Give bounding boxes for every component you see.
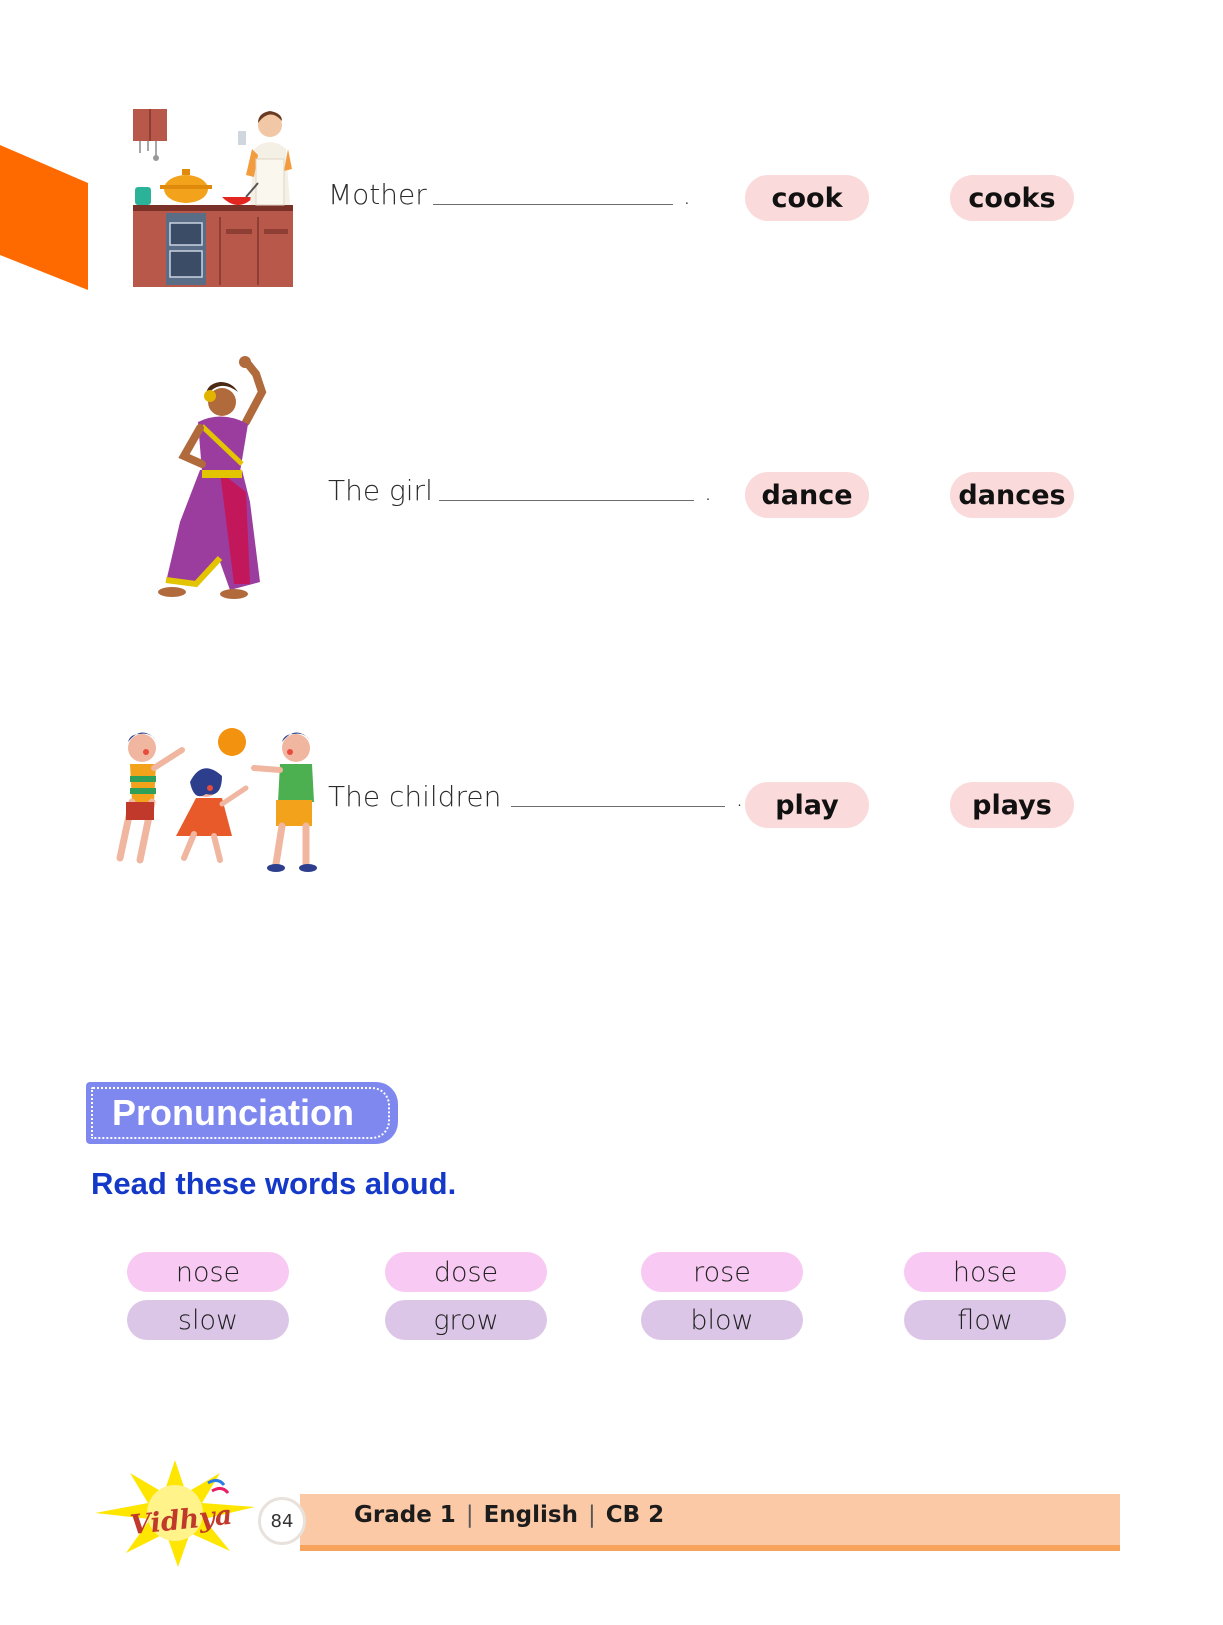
exercise-2-blank[interactable] — [439, 500, 694, 501]
word-pill: nose — [127, 1252, 289, 1292]
exercise-3-choice-a[interactable]: play — [745, 782, 869, 828]
footer-grade: Grade 1 — [354, 1502, 456, 1528]
dancer-illustration — [150, 352, 280, 602]
exercise-1-choice-b[interactable]: cooks — [950, 175, 1074, 221]
exercise-3-blank[interactable] — [511, 806, 725, 807]
footer-course-info — [354, 1502, 664, 1528]
exercise-2-subject: The girl — [328, 474, 433, 507]
pronunciation-heading: Pronunciation — [112, 1092, 354, 1133]
exercise-3-period: . — [735, 783, 744, 813]
page-number: 84 — [258, 1497, 306, 1545]
word-pill: dose — [385, 1252, 547, 1292]
exercise-2-period: . — [703, 477, 713, 507]
pronunciation-banner — [86, 1082, 398, 1144]
footer-separator: | — [587, 1502, 596, 1528]
exercise-2-choice-b[interactable]: dances — [950, 472, 1074, 518]
footer-subject: English — [483, 1502, 578, 1528]
exercise-1-subject: Mother — [328, 178, 427, 211]
exercise-1-period: . — [682, 181, 692, 211]
word-pill: blow — [641, 1300, 803, 1340]
exercise-3-subject: The children — [328, 780, 502, 813]
exercise-3-choice-b[interactable]: plays — [950, 782, 1074, 828]
exercise-1-choice-a[interactable]: cook — [745, 175, 869, 221]
exercise-2-choice-a[interactable]: dance — [745, 472, 869, 518]
page-edge-tab — [0, 145, 90, 290]
exercise-2-sentence — [328, 474, 712, 507]
word-pill: flow — [904, 1300, 1066, 1340]
word-pill: rose — [641, 1252, 803, 1292]
footer-underline — [300, 1545, 1120, 1551]
footer-separator: | — [465, 1502, 474, 1528]
children-playing-illustration — [110, 728, 330, 886]
pronunciation-instruction: Read these words aloud. — [91, 1166, 457, 1201]
logo-wordmark: Vidhya — [128, 1499, 234, 1542]
exercise-1-blank[interactable] — [433, 204, 673, 205]
footer-book: CB 2 — [605, 1502, 665, 1528]
word-pill: grow — [385, 1300, 547, 1340]
word-pill: slow — [127, 1300, 289, 1340]
word-pill: hose — [904, 1252, 1066, 1292]
kitchen-cook-illustration — [130, 105, 300, 290]
exercise-1-sentence — [328, 178, 691, 211]
exercise-3-sentence — [328, 780, 744, 813]
